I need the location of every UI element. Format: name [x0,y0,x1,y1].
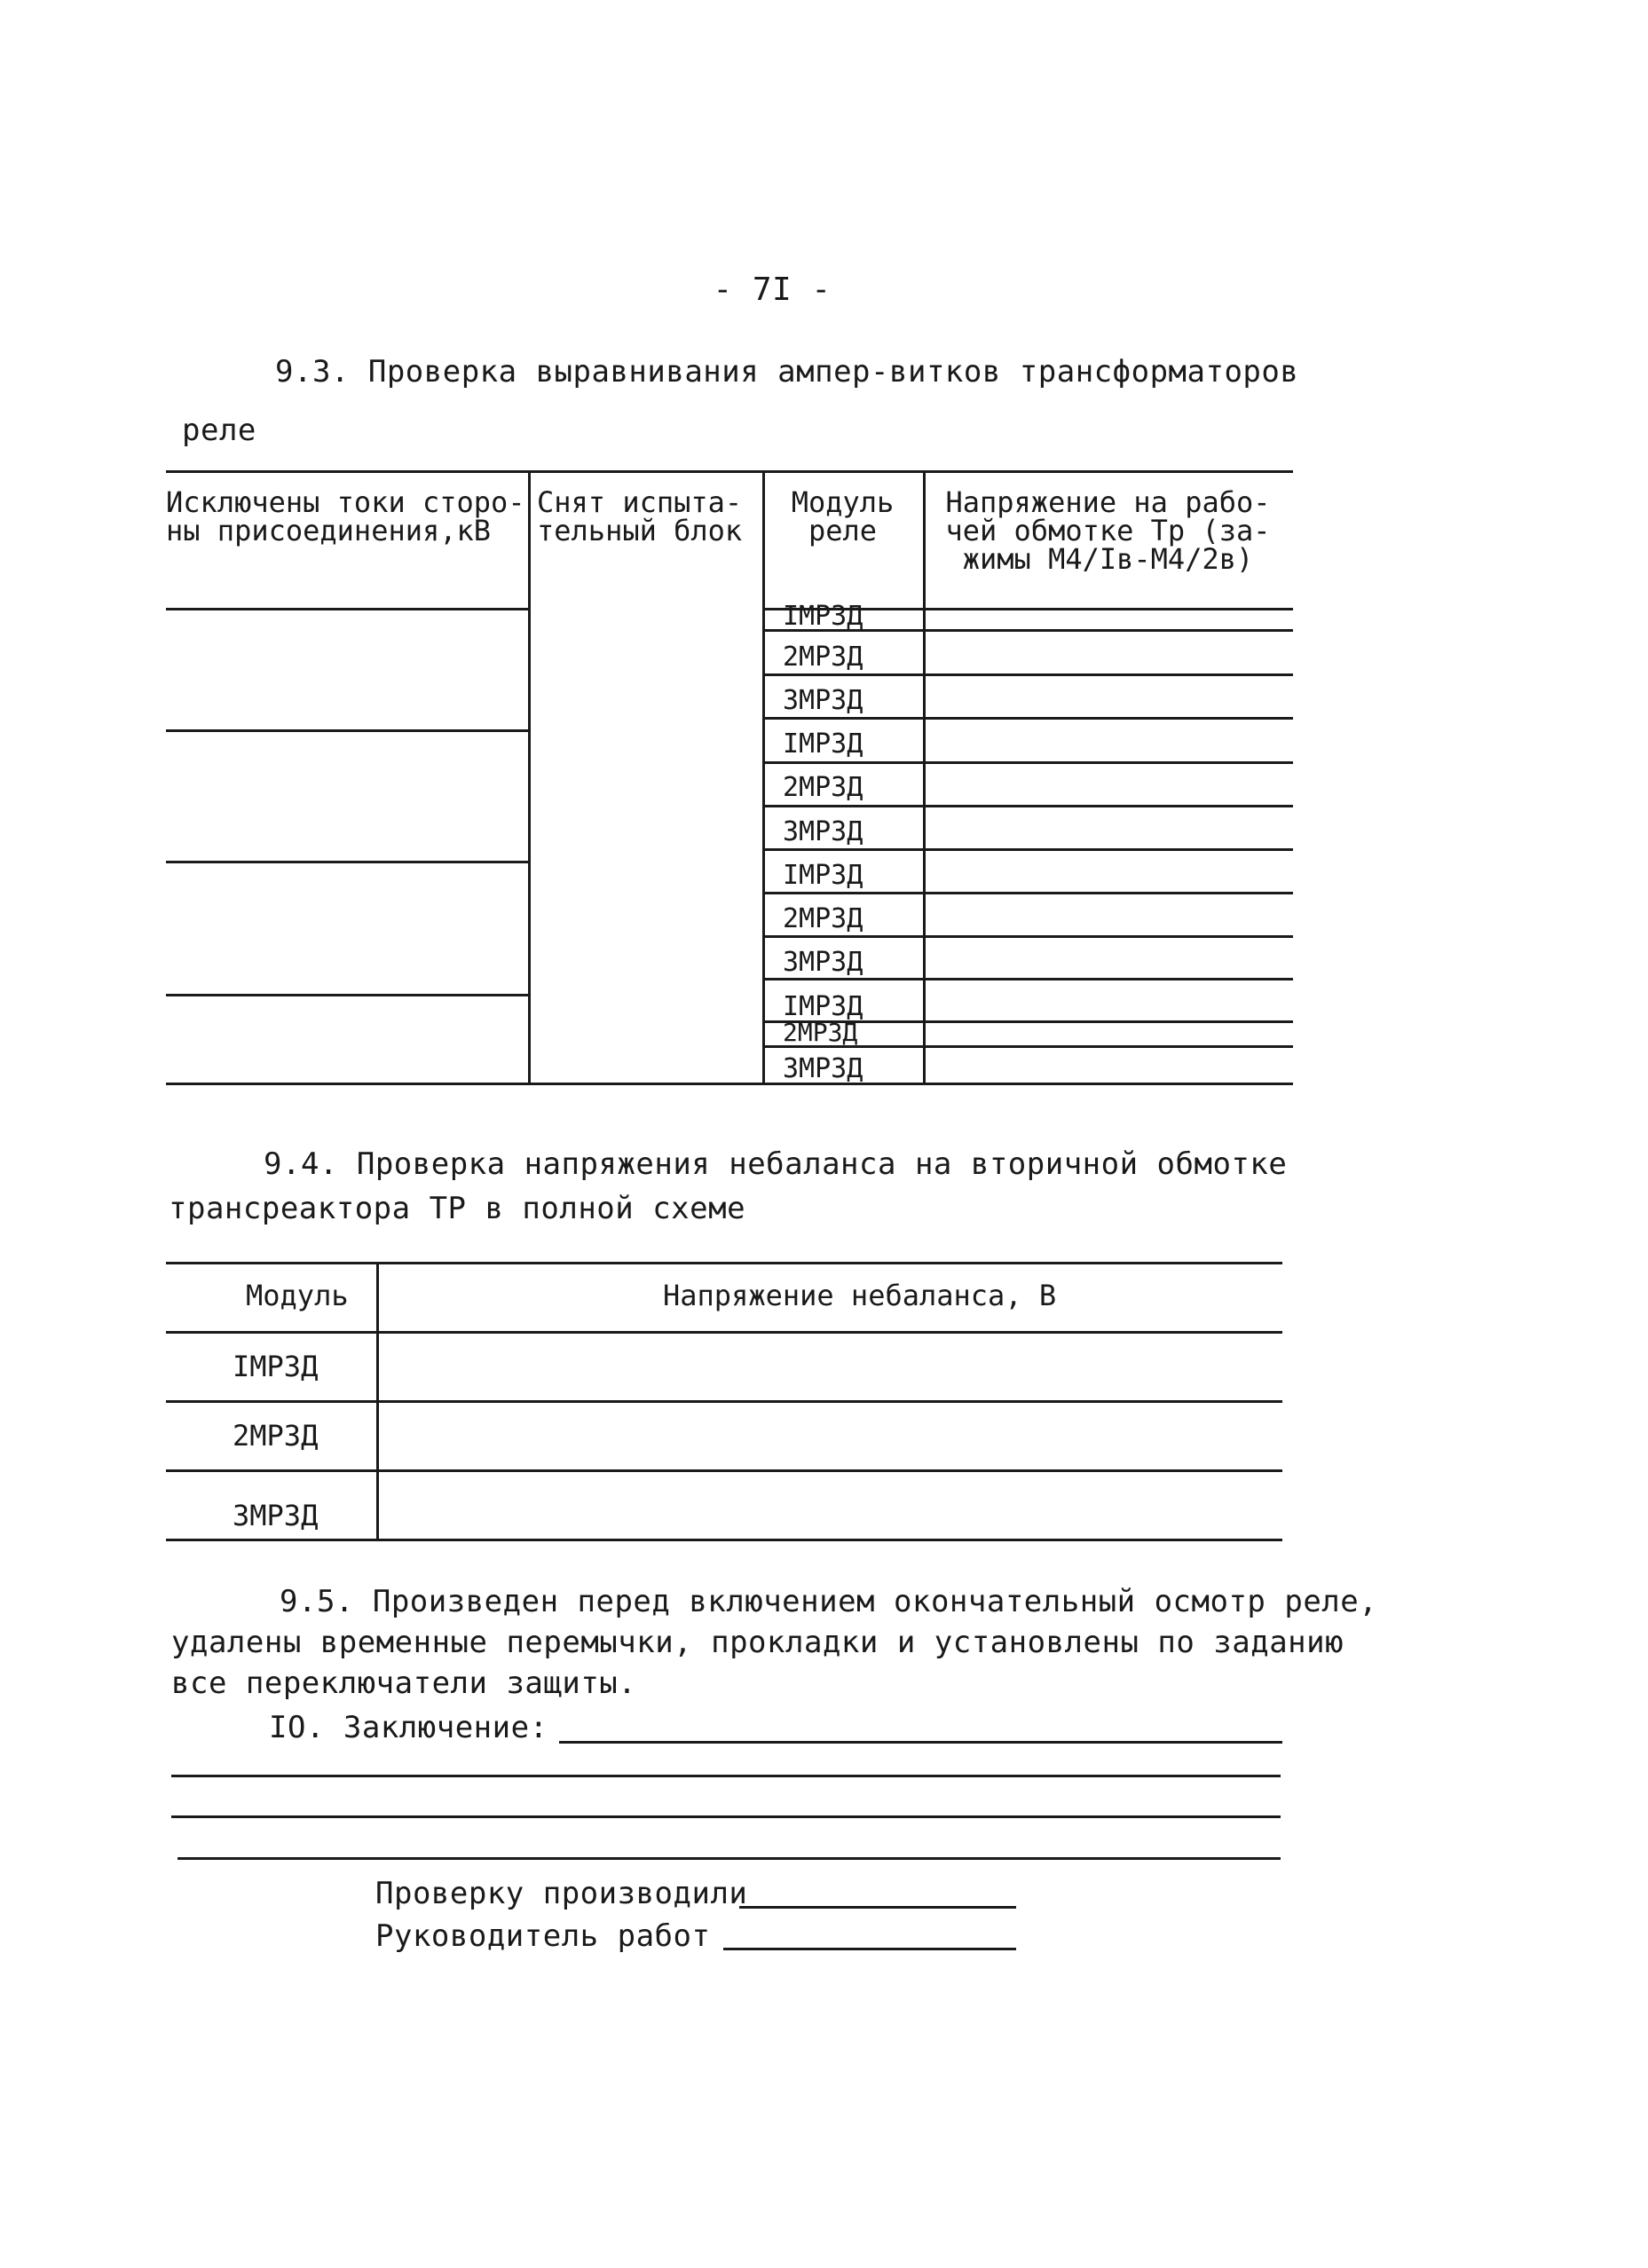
section-9-4-title: 9.4. Проверка напряжения небаланса на вторичной обмотке [264,1146,1288,1182]
row-line [166,1469,1282,1472]
module-label: 2МРЗД [783,903,863,934]
module-label: 3МРЗД [783,685,863,716]
module-label: 3МРЗД [783,1053,863,1084]
conclusion-line[interactable] [559,1741,1282,1744]
header-unbalance-voltage: Напряжение небаланса, В [663,1279,1057,1312]
conclusion-label: IO. Заключение: [269,1710,548,1745]
performed-by-signature-line[interactable] [739,1906,1016,1909]
conclusion-line[interactable] [171,1815,1281,1818]
conclusion-line[interactable] [177,1857,1281,1860]
supervisor-label: Руководитель работ [375,1918,711,1954]
amp-turns-table [166,470,1293,1097]
header-bottom-border [166,608,530,610]
module-label: IМРЗД [783,860,863,891]
header-bottom-border [166,1331,1282,1334]
table-top-border [166,1262,1282,1264]
section-9-4-title-cont: трансреактора ТР в полной схеме [169,1191,746,1226]
section-9-3-title: 9.3. Проверка выравнивания ампер-витков трансформаторов [275,354,1299,390]
group-divider [166,729,530,732]
header-relay-module: Модуль реле [791,485,895,547]
module-label: IМРЗД [783,991,863,1022]
section-9-5-text: все переключатели защиты. [171,1666,637,1701]
group-divider [166,994,530,996]
module-label: 2МРЗД [233,1419,319,1453]
module-label: 2МРЗД [783,642,863,673]
group-divider [166,861,530,863]
header-working-winding-voltage: Напряжение на рабо- чей обмотке Тр (за- жимы M4/Iв-M4/2в) [945,485,1271,576]
table-top-border [166,470,1293,473]
module-label: 2МРЗД [783,1018,858,1047]
module-label: 3МРЗД [783,947,863,978]
header-module: Модуль [246,1279,349,1312]
section-9-5-text: 9.5. Произведен перед включением окончательный осмотр реле, [280,1584,1378,1619]
page-number: - 7I - [713,272,832,308]
module-label: IМРЗД [783,601,863,632]
column-divider [376,1262,379,1540]
supervisor-signature-line[interactable] [723,1948,1016,1950]
performed-by-label: Проверку производили [375,1876,748,1911]
table-bottom-border [166,1083,1293,1085]
module-row-line [762,848,1293,851]
module-row-line [762,892,1293,894]
section-9-3-title-cont: реле [182,413,256,448]
section-9-5-text: удалены временные перемычки, прокладки и установлены по заданию [171,1625,1344,1660]
table-bottom-border [166,1539,1282,1541]
module-row-line [762,673,1293,676]
module-row-line [762,978,1293,980]
header-excluded-currents: Исключены токи сторо- ны присоединения,кВ [166,485,525,547]
column-divider [762,470,765,1084]
column-divider [528,470,531,1084]
module-label: 3МРЗД [783,816,863,847]
module-label: 2МРЗД [783,772,863,803]
module-row-line [762,805,1293,807]
module-row-line [762,761,1293,764]
module-label: IМРЗД [783,728,863,760]
module-label: IМРЗД [233,1350,319,1383]
unbalance-voltage-table [166,1262,1282,1560]
row-line [166,1400,1282,1403]
conclusion-line[interactable] [171,1775,1281,1777]
module-row-line [762,935,1293,938]
header-test-block-removed: Снят испыта- тельный блок [537,485,743,547]
module-row-line [762,717,1293,720]
module-label: 3МРЗД [233,1499,319,1532]
